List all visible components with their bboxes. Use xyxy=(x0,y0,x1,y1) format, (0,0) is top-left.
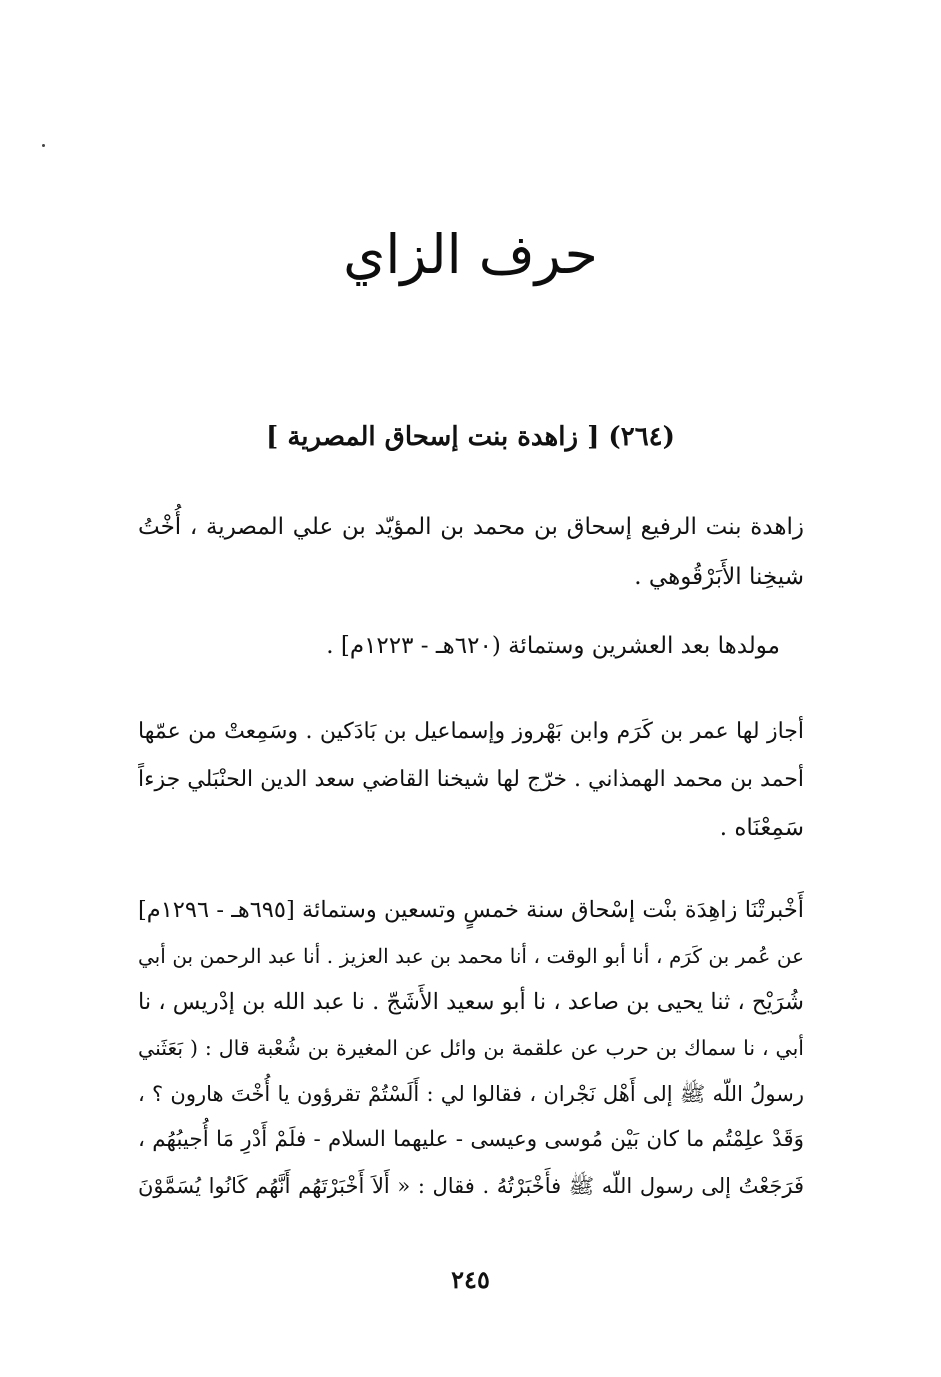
page-number: ٢٤٥ xyxy=(451,1265,490,1294)
text-line: سَمِعْنَاه . xyxy=(719,815,804,841)
text-line: شُرَيْح ، ثنا يحيى بن صاعد ، نا أبو سعيد الأَشَجّ . نا عبد الله بن إدْريس ، نا xyxy=(138,989,804,1015)
entry-heading: (٢٦٤) [ زاهدة بنت إسحاق المصرية ] xyxy=(266,422,675,452)
licenses-paragraph xyxy=(138,708,804,852)
hadith-paragraph xyxy=(138,887,804,1209)
text-line: أَخْبرتْنَا زاهِدَة بنْت إسْحاق سنة خمسٍ وتسعين وستمائة [٦٩٥هـ - ١٢٩٦م] xyxy=(138,897,804,923)
chapter-title: حرف الزاي xyxy=(343,223,598,286)
text-line: أحمد بن محمد الهمذاني . خرّج لها شيخنا القاضي سعد الدين الحنْبَلي جزءاً xyxy=(138,767,804,792)
text-line: رسولُ اللّه ﷺ إلى أَهْل نَجْران ، فقالوا لي : أَلَسْتُمْ تقرؤون يا أُخْتَ هارون ؟ ، xyxy=(138,1082,804,1106)
text-line: مولدها بعد العشرين وستمائة (٦٢٠هـ - ١٢٢٣م] . xyxy=(326,633,780,659)
text-line: أبي ، نا سماك بن حرب عن علقمة بن وائل عن المغيرة بن شُعْبة قال : ( بَعَثَني xyxy=(138,1036,804,1060)
text-line: شيخِنا الأَبَرْقُوهي . xyxy=(634,564,804,590)
scan-speck xyxy=(42,144,45,147)
biography-paragraph xyxy=(138,502,804,602)
birth-paragraph xyxy=(138,621,804,671)
text-line: فَرَجَعْتُ إلى رسول اللّه ﷺ فأَخْبَرْتُهُ . فقال : « أَلاَ أَخْبَرْتَهُم أَنَّهُم كَانُوا يُسَمَّوْنَ xyxy=(138,1174,804,1198)
text-line: زاهدة بنت الرفيع إسحاق بن محمد بن المؤيّد بن علي المصرية ، أُخْتُ xyxy=(138,514,804,540)
text-line: وَقَدْ علِمْتُم ما كان بَيْن مُوسى وعيسى - عليهما السلام - فلَمْ أَدْرِ مَا أُجيبُهُم ، xyxy=(138,1127,804,1152)
text-line: أجاز لها عمر بن كَرَم وابن بَهْروز وإسماعيل بن بَادَكين . وسَمِعتْ من عمّها xyxy=(138,719,804,744)
text-line: عن عُمر بن كَرَم ، أنا أبو الوقت ، أنا محمد بن عبد العزيز . أنا عبد الرحمن بن أبي xyxy=(138,944,804,968)
